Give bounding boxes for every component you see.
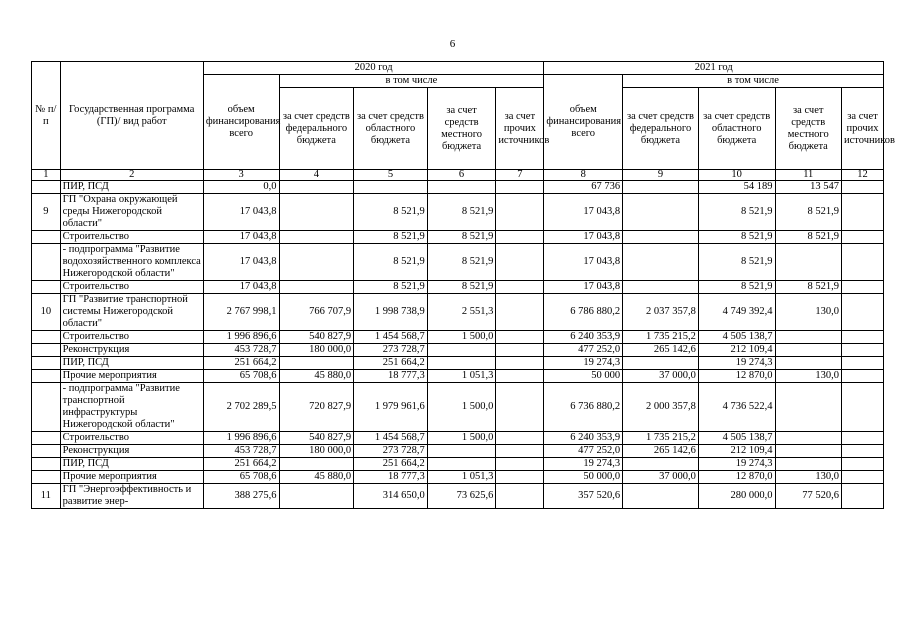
value-cell [496,331,544,344]
value-cell [496,181,544,194]
value-cell [427,357,496,370]
value-cell: 67 736 [544,181,623,194]
value-cell: 540 827,9 [279,432,354,445]
value-cell [841,194,883,231]
value-cell: 2 767 998,1 [203,294,279,331]
value-cell [279,244,354,281]
value-cell: 2 037 357,8 [623,294,699,331]
table-row [32,231,884,244]
value-cell: 19 274,3 [698,458,775,471]
value-cell: 8 521,9 [775,231,841,244]
table-row [32,432,884,445]
row-name: Строительство [60,231,203,244]
value-cell: 1 735 215,2 [623,331,699,344]
value-cell [841,294,883,331]
column-index: 12 [841,170,883,181]
value-cell: 251 664,2 [354,357,428,370]
column-index: 6 [427,170,496,181]
value-cell: 8 521,9 [775,194,841,231]
value-cell: 8 521,9 [698,281,775,294]
header-federal-2021: за счет средств федерального бюджета [623,88,699,170]
value-cell: 77 520,6 [775,484,841,509]
value-cell [279,484,354,509]
value-cell [496,432,544,445]
value-cell [841,484,883,509]
header-year-2021: 2021 год [544,62,884,75]
row-number: 9 [32,194,61,231]
header-year-2020: 2020 год [203,62,544,75]
row-name: - подпрограмма "Развитие транспортной инфраструктуры Нижегородской области" [60,383,203,432]
column-index: 1 [32,170,61,181]
row-number [32,471,61,484]
value-cell: 6 786 880,2 [544,294,623,331]
value-cell [354,181,428,194]
value-cell: 453 728,7 [203,445,279,458]
value-cell: 265 142,6 [623,344,699,357]
value-cell [496,294,544,331]
row-name: Строительство [60,281,203,294]
value-cell: 388 275,6 [203,484,279,509]
value-cell [775,445,841,458]
value-cell: 50 000,0 [544,471,623,484]
value-cell [496,231,544,244]
row-name: ГП "Развитие транспортной системы Нижегородской области" [60,294,203,331]
value-cell [496,344,544,357]
column-index-row [32,170,884,181]
value-cell: 8 521,9 [354,244,428,281]
value-cell [623,484,699,509]
value-cell: 212 109,4 [698,344,775,357]
header-local-2020: за счет средств местного бюджета [427,88,496,170]
value-cell: 19 274,3 [544,458,623,471]
value-cell: 0,0 [203,181,279,194]
page-number: 6 [449,38,456,50]
value-cell: 6 736 880,2 [544,383,623,432]
value-cell: 17 043,8 [544,244,623,281]
value-cell [775,357,841,370]
column-index: 10 [698,170,775,181]
value-cell [623,357,699,370]
value-cell: 17 043,8 [544,281,623,294]
value-cell: 2 702 289,5 [203,383,279,432]
value-cell: 8 521,9 [698,231,775,244]
row-number [32,244,61,281]
value-cell [841,370,883,383]
row-number [32,181,61,194]
value-cell: 50 000 [544,370,623,383]
row-number [32,357,61,370]
column-index: 11 [775,170,841,181]
value-cell [841,231,883,244]
value-cell: 4 505 138,7 [698,331,775,344]
value-cell: 65 708,6 [203,370,279,383]
column-index: 3 [203,170,279,181]
header-other-2021: за счет прочих источников [841,88,883,170]
value-cell: 1 500,0 [427,432,496,445]
table-row [32,370,884,383]
header-regional-2020: за счет средств областного бюджета [354,88,428,170]
row-name: - подпрограмма "Развитие водохозяйственного комплекса Нижегородской области" [60,244,203,281]
value-cell: 4 505 138,7 [698,432,775,445]
value-cell [623,231,699,244]
value-cell: 17 043,8 [203,194,279,231]
value-cell: 1 454 568,7 [354,331,428,344]
value-cell: 45 880,0 [279,370,354,383]
column-index: 9 [623,170,699,181]
value-cell: 19 274,3 [544,357,623,370]
value-cell: 17 043,8 [203,231,279,244]
row-number [32,231,61,244]
value-cell: 130,0 [775,370,841,383]
value-cell: 17 043,8 [203,244,279,281]
row-name: Строительство [60,331,203,344]
value-cell [841,445,883,458]
value-cell: 12 870,0 [698,370,775,383]
value-cell: 1 979 961,6 [354,383,428,432]
value-cell: 8 521,9 [698,194,775,231]
table-row [32,445,884,458]
value-cell: 766 707,9 [279,294,354,331]
value-cell: 251 664,2 [354,458,428,471]
value-cell [496,357,544,370]
value-cell: 477 252,0 [544,344,623,357]
table-row [32,181,884,194]
value-cell: 130,0 [775,471,841,484]
value-cell: 8 521,9 [698,244,775,281]
value-cell [841,181,883,194]
value-cell [841,244,883,281]
value-cell: 8 521,9 [427,231,496,244]
value-cell: 6 240 353,9 [544,331,623,344]
row-number [32,344,61,357]
row-number: 11 [32,484,61,509]
column-index: 5 [354,170,428,181]
row-number [32,432,61,445]
row-number [32,370,61,383]
row-number [32,458,61,471]
value-cell [496,194,544,231]
value-cell: 273 728,7 [354,344,428,357]
header-local-2021: за счет средств местного бюджета [775,88,841,170]
value-cell [623,181,699,194]
value-cell: 17 043,8 [544,231,623,244]
value-cell: 540 827,9 [279,331,354,344]
row-name: ПИР, ПСД [60,458,203,471]
value-cell: 8 521,9 [427,281,496,294]
value-cell: 1 996 896,6 [203,331,279,344]
value-cell: 265 142,6 [623,445,699,458]
value-cell [775,244,841,281]
row-name: Прочие мероприятия [60,370,203,383]
value-cell [841,331,883,344]
value-cell: 4 749 392,4 [698,294,775,331]
value-cell: 18 777,3 [354,471,428,484]
value-cell: 8 521,9 [354,231,428,244]
value-cell [279,357,354,370]
value-cell: 37 000,0 [623,370,699,383]
value-cell: 1 735 215,2 [623,432,699,445]
value-cell [279,458,354,471]
row-name: Реконструкция [60,344,203,357]
value-cell [496,370,544,383]
financing-table [31,61,895,509]
table-row [32,484,884,509]
value-cell: 2 000 357,8 [623,383,699,432]
value-cell: 280 000,0 [698,484,775,509]
value-cell: 6 240 353,9 [544,432,623,445]
value-cell: 477 252,0 [544,445,623,458]
value-cell [496,383,544,432]
value-cell: 1 051,3 [427,370,496,383]
column-index: 8 [544,170,623,181]
value-cell: 37 000,0 [623,471,699,484]
value-cell [775,344,841,357]
row-name: Реконструкция [60,445,203,458]
row-number [32,331,61,344]
value-cell [775,383,841,432]
table-row [32,383,884,432]
value-cell: 453 728,7 [203,344,279,357]
value-cell: 357 520,6 [544,484,623,509]
value-cell [623,244,699,281]
value-cell [841,281,883,294]
value-cell: 1 051,3 [427,471,496,484]
value-cell: 45 880,0 [279,471,354,484]
header-total-2021: объем финансирования всего [544,75,623,170]
row-name: Строительство [60,432,203,445]
header-program: Государственная программа (ГП)/ вид работ [60,62,203,170]
value-cell: 8 521,9 [354,194,428,231]
value-cell [775,458,841,471]
row-name: ПИР, ПСД [60,357,203,370]
table-row [32,331,884,344]
value-cell: 180 000,0 [279,445,354,458]
value-cell: 2 551,3 [427,294,496,331]
header-incl-2021: в том числе [623,75,884,88]
value-cell: 73 625,6 [427,484,496,509]
header-incl-2020: в том числе [279,75,544,88]
value-cell: 18 777,3 [354,370,428,383]
value-cell: 180 000,0 [279,344,354,357]
row-number: 10 [32,294,61,331]
row-name: Прочие мероприятия [60,471,203,484]
value-cell [496,445,544,458]
value-cell: 1 500,0 [427,331,496,344]
value-cell [841,458,883,471]
table-row [32,471,884,484]
value-cell [841,432,883,445]
column-index: 2 [60,170,203,181]
value-cell: 65 708,6 [203,471,279,484]
value-cell: 8 521,9 [427,244,496,281]
header-no: № п/п [32,62,61,170]
value-cell: 1 454 568,7 [354,432,428,445]
value-cell [496,471,544,484]
value-cell [623,281,699,294]
value-cell: 8 521,9 [354,281,428,294]
value-cell: 13 547 [775,181,841,194]
column-index: 7 [496,170,544,181]
value-cell [496,281,544,294]
value-cell: 8 521,9 [427,194,496,231]
value-cell [841,344,883,357]
value-cell [427,344,496,357]
table-row [32,357,884,370]
table-row [32,458,884,471]
table-row [32,294,884,331]
row-number [32,281,61,294]
value-cell: 8 521,9 [775,281,841,294]
value-cell: 273 728,7 [354,445,428,458]
table-row [32,244,884,281]
row-name: ПИР, ПСД [60,181,203,194]
value-cell: 1 996 896,6 [203,432,279,445]
value-cell [427,458,496,471]
value-cell [279,231,354,244]
value-cell: 251 664,2 [203,357,279,370]
value-cell [775,432,841,445]
value-cell: 17 043,8 [203,281,279,294]
header-total-2020: объем финансирования всего [203,75,279,170]
value-cell [279,281,354,294]
value-cell: 314 650,0 [354,484,428,509]
value-cell: 54 189 [698,181,775,194]
value-cell: 130,0 [775,294,841,331]
value-cell: 1 998 738,9 [354,294,428,331]
value-cell [841,471,883,484]
row-number [32,445,61,458]
column-index: 4 [279,170,354,181]
table-row [32,281,884,294]
row-name: ГП "Энергоэффективность и развитие энер- [60,484,203,509]
value-cell [279,194,354,231]
value-cell [623,194,699,231]
value-cell: 720 827,9 [279,383,354,432]
value-cell: 12 870,0 [698,471,775,484]
table-row [32,344,884,357]
header-other-2020: за счет прочих источников [496,88,544,170]
row-number [32,383,61,432]
value-cell [279,181,354,194]
value-cell [427,181,496,194]
value-cell [496,484,544,509]
value-cell: 4 736 522,4 [698,383,775,432]
value-cell [775,331,841,344]
value-cell: 1 500,0 [427,383,496,432]
value-cell: 212 109,4 [698,445,775,458]
value-cell [841,357,883,370]
row-name: ГП "Охрана окружающей среды Нижегородской области" [60,194,203,231]
value-cell: 19 274,3 [698,357,775,370]
table-row [32,194,884,231]
value-cell: 17 043,8 [544,194,623,231]
value-cell [841,383,883,432]
header-regional-2021: за счет средств областного бюджета [698,88,775,170]
value-cell [496,458,544,471]
value-cell [496,244,544,281]
header-federal-2020: за счет средств федерального бюджета [279,88,354,170]
value-cell [623,458,699,471]
value-cell [427,445,496,458]
value-cell: 251 664,2 [203,458,279,471]
